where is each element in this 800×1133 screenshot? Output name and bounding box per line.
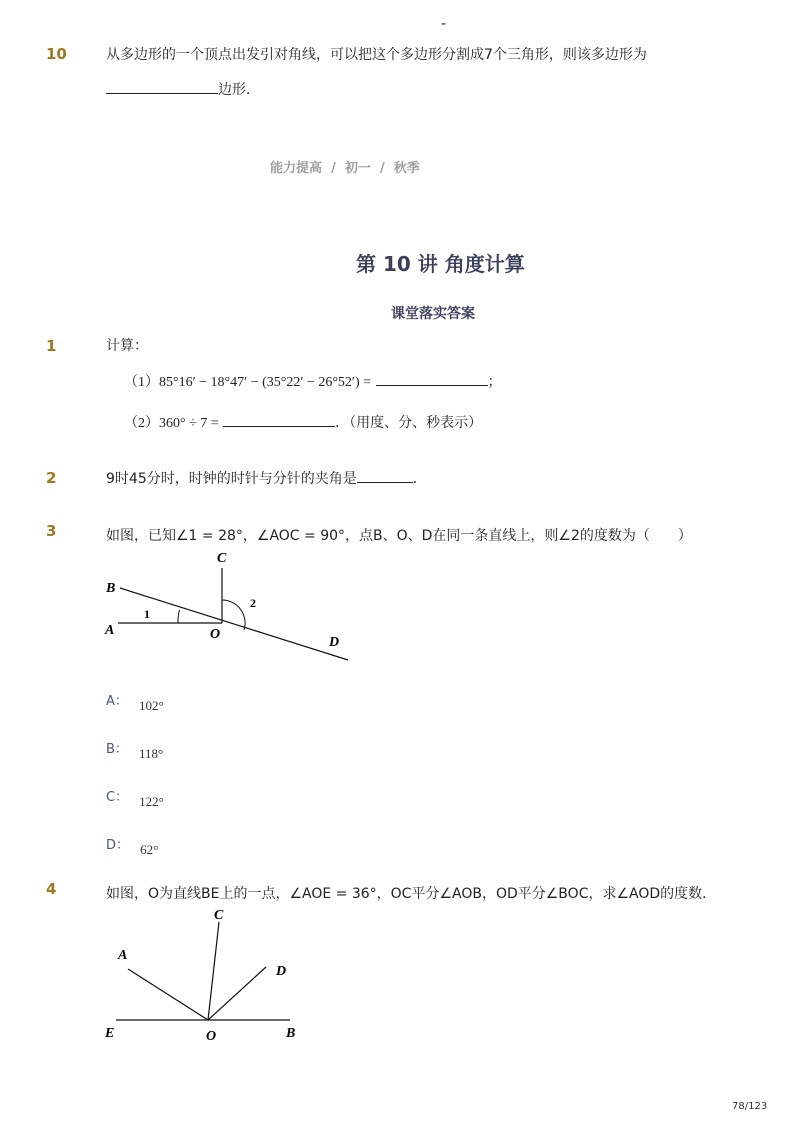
option-value: 118° [139, 746, 164, 761]
answer-blank[interactable] [376, 385, 488, 386]
option-value: 122° [139, 794, 164, 809]
answer-line [106, 80, 260, 100]
question-number: 10 [46, 45, 67, 63]
note: ．（用度、分、秒表示） [335, 415, 483, 431]
label-O: O [206, 1029, 217, 1044]
label-B: B [106, 581, 116, 596]
answer-blank[interactable] [357, 482, 413, 483]
option-value: 62° [140, 842, 159, 857]
question-text [106, 469, 427, 489]
option-label: B： [106, 742, 128, 757]
sub-question [124, 413, 482, 434]
breadcrumb [270, 157, 420, 176]
header-mark: - [441, 16, 447, 32]
label-D: D [276, 964, 287, 979]
option-b[interactable] [106, 738, 164, 761]
question-number: 3 [46, 522, 57, 540]
expression: （1）85°16′ − 18°47′ − (35°22′ − 26°52′) = [124, 375, 372, 390]
label-B: B [286, 1026, 296, 1041]
label-A: A [118, 948, 128, 963]
question-text: 从多边形的一个顶点出发引对角线，可以把这个多边形分割成7个三角形，则该多边形为 [106, 47, 647, 63]
angle-2-label: 2 [250, 596, 256, 610]
label-O: O [210, 627, 221, 642]
angle-figure [100, 548, 360, 668]
punctuation: ． [412, 471, 427, 487]
angle-1-arc [178, 610, 180, 623]
angle-2-arc [222, 600, 245, 630]
section-title: 课堂落实答案 [391, 306, 475, 322]
page-number: 78/123 [732, 1101, 768, 1112]
ray-OD [208, 967, 266, 1020]
lecture-title: 第 10 讲 角度计算 [356, 252, 525, 276]
option-a[interactable] [106, 690, 164, 713]
breadcrumb-item: 初一 [344, 161, 371, 176]
question-number: 1 [46, 337, 57, 355]
option-c[interactable] [106, 786, 164, 809]
label-C: C [214, 908, 224, 923]
question-text: 如图，已知∠1 = 28°，∠AOC = 90°，点B、O、D在同一条直线上，则∠2的度数为（ ） [106, 528, 692, 544]
sub-question [124, 372, 502, 393]
option-label: A： [106, 694, 128, 709]
option-label: C： [106, 790, 129, 805]
label-D: D [329, 635, 340, 650]
breadcrumb-separator: / [331, 161, 336, 176]
label-E: E [105, 1026, 115, 1041]
ray-OC [208, 922, 219, 1020]
question-number: 2 [46, 469, 57, 487]
question-text: 计算： [106, 338, 148, 354]
label-A: A [105, 623, 115, 638]
breadcrumb-separator: / [379, 161, 385, 176]
angle-1-label: 1 [144, 607, 150, 621]
breadcrumb-item: 能力提高 [270, 161, 323, 176]
expression: （2）360° ÷ 7 = [124, 416, 219, 431]
label-C: C [217, 551, 227, 566]
answer-blank[interactable] [106, 93, 218, 94]
ray-OA [128, 969, 208, 1020]
question-text: 如图，O为直线BE上的一点，∠AOE = 36°，OC平分∠AOB，OD平分∠BOC，求∠AOD的度数． [106, 886, 717, 902]
option-d[interactable] [106, 834, 159, 857]
breadcrumb-item: 秋季 [393, 161, 420, 176]
question-suffix: 边形． [218, 82, 260, 98]
question-number: 4 [46, 880, 57, 898]
question-body: 9时45分时，时钟的时针与分针的夹角是 [106, 471, 357, 487]
line-BD [120, 588, 348, 660]
answer-blank[interactable] [223, 426, 335, 427]
option-label: D： [106, 838, 130, 853]
option-value: 102° [139, 698, 164, 713]
angle-figure [100, 905, 320, 1050]
punctuation: ； [487, 374, 502, 390]
